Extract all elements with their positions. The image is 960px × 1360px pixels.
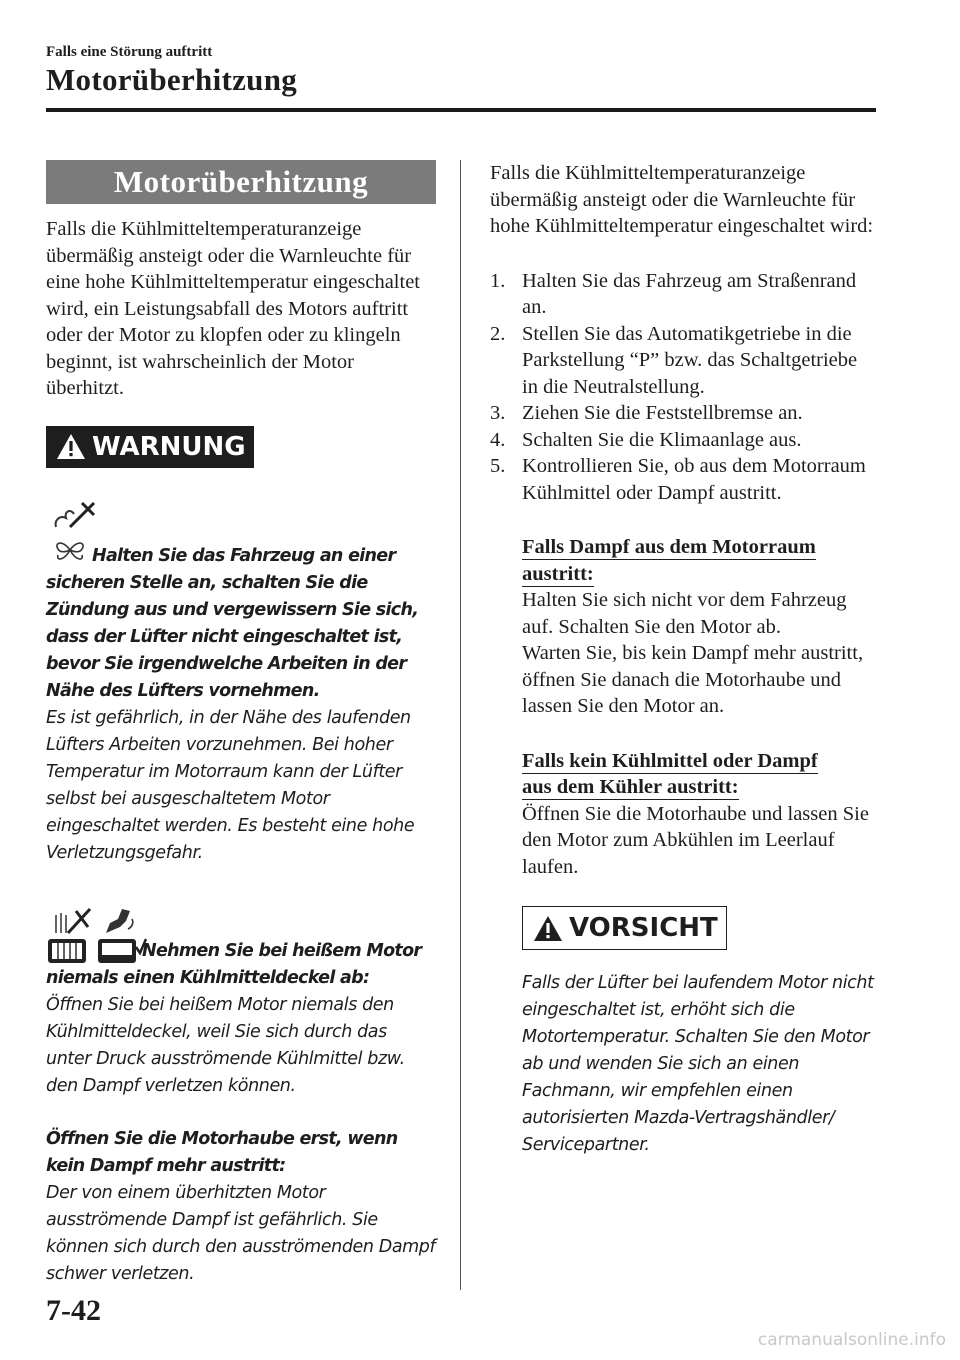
right-column <box>490 160 890 1159</box>
page-number: 7-42 <box>46 1294 101 1327</box>
case-no-steam <box>522 748 872 881</box>
watermark: carmanualsonline.info <box>757 1330 946 1350</box>
radiator-hot-icon <box>46 935 90 965</box>
list-item: 1. Halten Sie das Fahrzeug am Straßenrand an. <box>490 269 857 318</box>
section-title: Motorüberhitzung <box>46 160 436 204</box>
list-item: 3. Ziehen Sie die Feststellbremse an. <box>490 402 803 424</box>
case-no-steam-text: Öffnen Sie die Motorhaube und lassen Sie den Motor zum Abkühlen im Leerlauf laufen. <box>522 802 869 878</box>
case-steam-heading: Falls Dampf aus dem Motorraum austritt: <box>522 536 816 585</box>
warning-coolant-cap <box>46 905 436 1100</box>
case-no-steam-heading: Falls kein Kühlmittel oder Dampf aus dem Kühler austritt: <box>522 749 818 798</box>
right-intro: Falls die Kühlmitteltemperaturanzeige übermäßig ansteigt oder die Warnleuchte für hohe Kühlmitteltemperatur eingeschaltet wird: <box>490 162 874 237</box>
radiator-cold-icon <box>96 935 148 965</box>
case-steam-text2: Warten Sie, bis kein Dampf mehr austritt, öffnen Sie danach die Motorhaube und lassen Sie den Motor an. <box>522 642 864 717</box>
chapter-label: Falls eine Störung auftritt <box>46 44 213 60</box>
caution-triangle-icon <box>533 915 563 942</box>
warning-fan-text: Es ist gefährlich, in der Nähe des laufenden Lüfters Arbeiten vorzunehmen. Bei hoher Temperatur im Motorraum kann der Lüfter selbst bei ausgeschaltetem Motor eingeschaltet werden. Es besteht eine hohe Verletzungsgefahr. <box>46 707 415 863</box>
warning-fan-heading: Halten Sie das Fahrzeug an einer sicheren Stelle an, schalten Sie die Zündung aus und vergewissern Sie sich, dass der Lüfter nicht eingeschaltet ist, bevor Sie irgendwelche Arbeiten in der Nähe des Lüfters vornehmen. <box>46 545 419 701</box>
warning-badge <box>46 426 254 468</box>
warning-triangle-icon <box>56 433 86 460</box>
page-title: Motorüberhitzung <box>46 62 298 97</box>
cap-open-cold-icon <box>98 905 138 935</box>
column-divider <box>460 160 461 1290</box>
caution-badge <box>522 906 727 950</box>
list-item: 4. Schalten Sie die Klimaanlage aus. <box>490 428 802 451</box>
warning-hood-heading: Öffnen Sie die Motorhaube erst, wenn kein Dampf mehr austritt: <box>46 1128 398 1176</box>
warning-cap-text: Öffnen Sie bei heißem Motor niemals den Kühlmitteldeckel, weil Sie sich durch das unter Druck ausströmende Kühlmittel bzw. den Dampf verletzen können. <box>46 994 405 1096</box>
warning-hood-text: Der von einem überhitzten Motor ausströmende Dampf ist gefährlich. Sie können sich durch den ausströmenden Dampf schwer verletzen. <box>46 1182 436 1284</box>
steps-list <box>490 268 870 507</box>
no-cap-open-hot-icon <box>52 905 92 935</box>
warning-hood <box>46 1126 436 1288</box>
case-steam <box>522 534 872 720</box>
header-rule <box>46 108 876 112</box>
warning-label: WARNUNG <box>92 431 246 462</box>
warning-fan <box>46 500 436 867</box>
left-column <box>46 160 436 1288</box>
no-fan-work-icon <box>52 500 436 535</box>
list-item: 5. Kontrollieren Sie, ob aus dem Motorraum Kühlmittel oder Dampf austritt. <box>490 455 866 504</box>
warning-cap-heading: Nehmen Sie bei heißem Motor niemals einen Kühlmitteldeckel ab: <box>46 940 422 988</box>
caution-text: Falls der Lüfter bei laufendem Motor nicht eingeschaltet ist, erhöht sich die Motortemperatur. Schalten Sie den Motor ab und wenden Sie sich an einen Fachmann, wir empfehlen einen autorisierten Mazda-Vertragshändler/ Servicepartner. <box>522 973 874 1155</box>
intro-paragraph: Falls die Kühlmitteltemperaturanzeige übermäßig ansteigt oder die Warnleuchte für eine hohe Kühlmitteltemperatur eingeschaltet wird, ein Leistungsabfall des Motors auftritt oder der Motor zu klopfen oder zu klingeln beginnt, ist wahrscheinlich der Motor überhitzt. <box>46 218 420 399</box>
caution-label: VORSICHT <box>569 913 718 943</box>
fan-icon <box>52 535 88 570</box>
list-item: 2. Stellen Sie das Automatikgetriebe in die Parkstellung “P” bzw. das Schaltgetriebe in die Neutralstellung. <box>490 322 858 398</box>
case-steam-text1: Halten Sie sich nicht vor dem Fahrzeug auf. Schalten Sie den Motor ab. <box>522 589 847 638</box>
